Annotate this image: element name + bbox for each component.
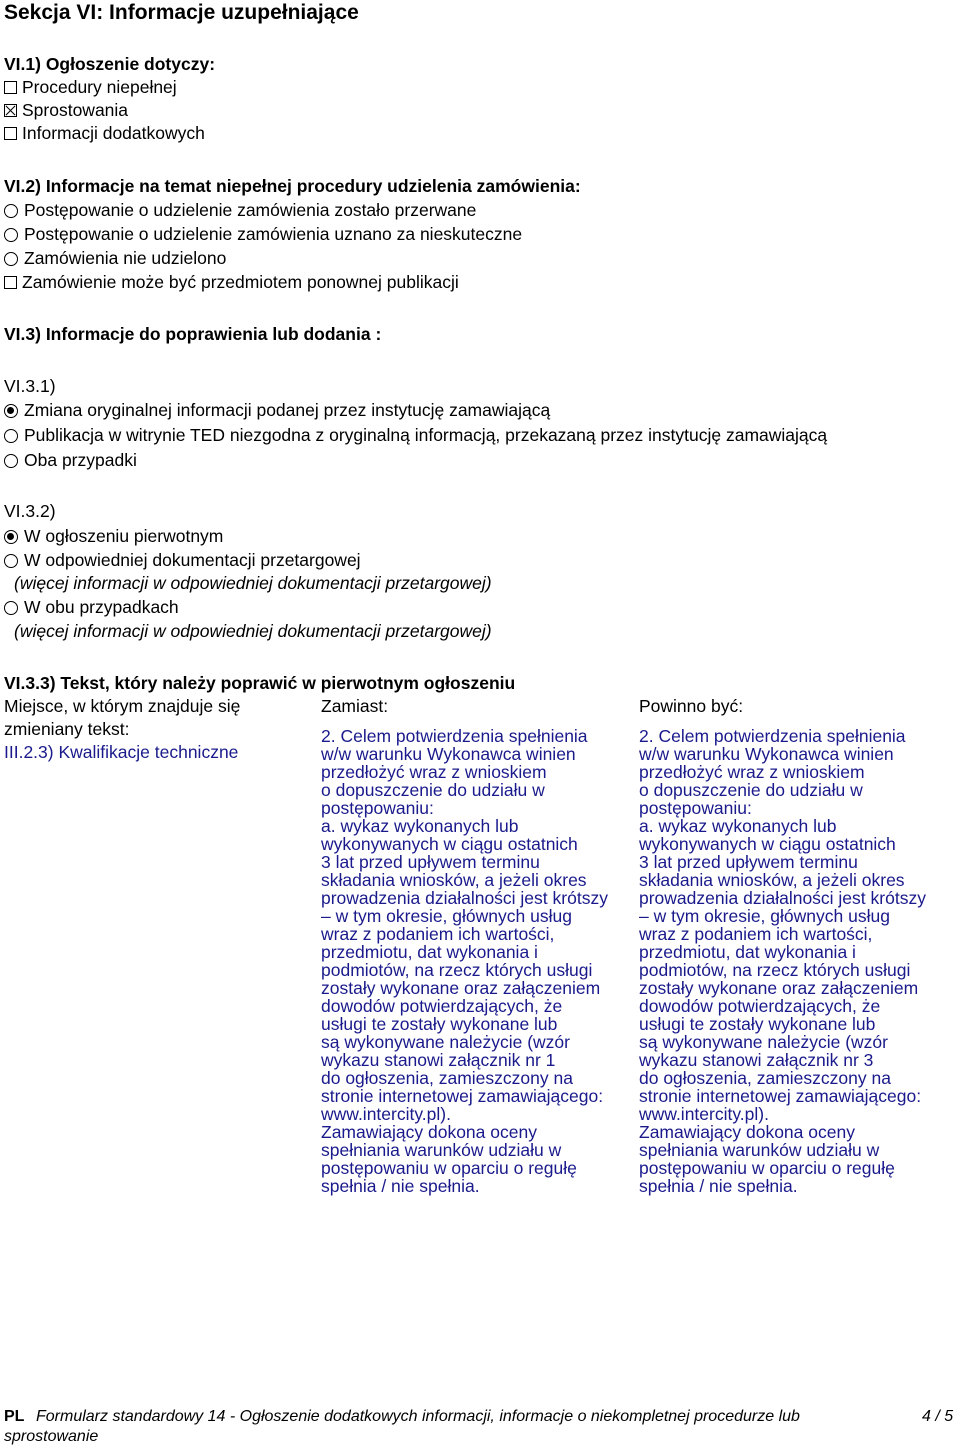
footer-lang-code: PL: [4, 1408, 25, 1425]
option-label: Zamówienia nie udzielono: [24, 248, 227, 268]
option-label: Postępowanie o udzielenie zamówienia zostało przerwane: [24, 200, 477, 220]
option-label: Postępowanie o udzielenie zamówienia uznano za nieskuteczne: [24, 224, 523, 244]
text-line: prowadzenia działalności jest krótszy: [321, 888, 608, 908]
vi2-option-nie-udzielono: [4, 247, 226, 270]
option-label: Publikacja w witrynie TED niezgodna z oryginalną informacją, przekazaną przez instytucję zamawiającą: [24, 425, 828, 445]
radio-unchecked-icon: [4, 252, 18, 266]
radio-unchecked-icon: [4, 429, 18, 443]
vi31-option-publikacja: [4, 424, 827, 447]
text-line: 2. Celem potwierdzenia spełnienia: [639, 726, 906, 746]
text-line: postępowaniu w oparciu o regułę: [639, 1158, 895, 1178]
vi31-heading: VI.3.1): [4, 376, 56, 396]
text-line: prowadzenia działalności jest krótszy: [639, 888, 926, 908]
text-line: wykonywanych w ciągu ostatnich: [321, 834, 578, 854]
option-label: Informacji dodatkowych: [22, 123, 205, 143]
footer-lang: [4, 1407, 24, 1427]
text-line: www.intercity.pl).: [321, 1104, 451, 1124]
text-line: – w tym okresie, głównych usług: [321, 906, 572, 926]
text-line: dowodów potwierdzających, że: [321, 996, 563, 1016]
vi2-checkbox-ponownej-publikacji: [4, 271, 459, 294]
text-line: 2. Celem potwierdzenia spełnienia: [321, 726, 588, 746]
vi31-option-zmiana: [4, 399, 550, 422]
vi32-option-obu: [4, 596, 179, 619]
vi1-option-sprostowania: [4, 99, 128, 122]
footer-page-number: 4 / 5: [922, 1408, 954, 1425]
radio-checked-icon: [4, 404, 18, 418]
vi32-note-obu: (więcej informacji w odpowiedniej dokumentacji przetargowej): [14, 621, 492, 641]
checkbox-unchecked-icon: [4, 276, 17, 289]
radio-unchecked-icon: [4, 554, 18, 568]
text-line: a. wykaz wykonanych lub: [321, 816, 519, 836]
radio-unchecked-icon: [4, 204, 18, 218]
should-text-block: [639, 727, 926, 1195]
option-label: Oba przypadki: [24, 450, 137, 470]
col-place-label-1: Miejsce, w którym znajduje się: [4, 696, 241, 716]
option-label: Sprostowania: [22, 100, 129, 120]
option-label: Zmiana oryginalnej informacji podanej przez instytucję zamawiającą: [24, 400, 551, 420]
vi31-option-oba: [4, 449, 137, 472]
vi32-note-dokumentacja: (więcej informacji w odpowiedniej dokumentacji przetargowej): [14, 573, 492, 593]
text-line: wraz z podaniem ich wartości,: [321, 924, 555, 944]
text-line: o dopuszczenie do udziału w: [321, 780, 545, 800]
checkbox-unchecked-icon: [4, 81, 17, 94]
vi2-heading: VI.2) Informacje na temat niepełnej procedury udzielenia zamówienia:: [4, 176, 581, 196]
text-line: przedłożyć wraz z wnioskiem: [639, 762, 865, 782]
text-line: przedmiotu, dat wykonania i: [639, 942, 856, 962]
text-line: wykonywanych w ciągu ostatnich: [639, 834, 896, 854]
text-line: w/w warunku Wykonawca winien: [639, 744, 894, 764]
vi2-option-nieskuteczne: [4, 223, 522, 246]
checkbox-checked-icon: [4, 104, 17, 117]
text-line: przedmiotu, dat wykonania i: [321, 942, 538, 962]
text-line: usługi te zostały wykonane lub: [639, 1014, 876, 1034]
text-line: podmiotów, na rzecz których usługi: [639, 960, 911, 980]
text-line: 3 lat przed upływem terminu: [321, 852, 540, 872]
footer-form-title-2: sprostowanie: [4, 1428, 99, 1445]
col-should-label: Powinno być:: [639, 696, 744, 716]
col-place-label-2: zmieniany tekst:: [4, 719, 130, 739]
text-line: postępowaniu w oparciu o regułę: [321, 1158, 577, 1178]
text-line: – w tym okresie, głównych usług: [639, 906, 890, 926]
text-line: o dopuszczenie do udziału w: [639, 780, 863, 800]
text-line: wykazu stanowi załącznik nr 1: [321, 1050, 556, 1070]
radio-checked-icon: [4, 530, 18, 544]
text-line: do ogłoszenia, zamieszczony na: [321, 1068, 573, 1088]
option-label: Procedury niepełnej: [22, 77, 177, 97]
vi2-option-przerwane: [4, 199, 476, 222]
vi1-heading: VI.1) Ogłoszenie dotyczy:: [4, 54, 216, 74]
option-label: W ogłoszeniu pierwotnym: [24, 526, 224, 546]
text-line: spełniania warunków udziału w: [639, 1140, 880, 1160]
text-line: postępowaniu:: [639, 798, 752, 818]
text-line: spełnia / nie spełnia.: [639, 1176, 798, 1196]
col-instead-label: Zamiast:: [321, 696, 389, 716]
section-title: Sekcja VI: Informacje uzupełniające: [4, 1, 359, 24]
footer-form-title: Formularz standardowy 14 - Ogłoszenie dodatkowych informacji, informacje o niekompletnej procedurze lub: [36, 1408, 800, 1425]
text-line: wykazu stanowi załącznik nr 3: [639, 1050, 874, 1070]
vi32-option-dokumentacja: [4, 549, 361, 572]
text-line: przedłożyć wraz z wnioskiem: [321, 762, 547, 782]
text-line: są wykonywane należycie (wzór: [639, 1032, 888, 1052]
vi33-heading: VI.3.3) Tekst, który należy poprawić w pierwotnym ogłoszeniu: [4, 673, 516, 693]
text-line: Zamawiający dokona oceny: [321, 1122, 537, 1142]
text-line: stronie internetowej zamawiającego:: [321, 1086, 604, 1106]
text-line: zostały wykonane oraz załączeniem: [639, 978, 919, 998]
text-line: www.intercity.pl).: [639, 1104, 769, 1124]
text-line: usługi te zostały wykonane lub: [321, 1014, 558, 1034]
text-line: stronie internetowej zamawiającego:: [639, 1086, 922, 1106]
option-label: W obu przypadkach: [24, 597, 179, 617]
text-line: spełniania warunków udziału w: [321, 1140, 562, 1160]
col-place-value: III.2.3) Kwalifikacje techniczne: [4, 742, 239, 762]
radio-unchecked-icon: [4, 601, 18, 615]
instead-text-block: [321, 727, 608, 1195]
vi32-heading: VI.3.2): [4, 501, 56, 521]
vi1-option-procedury: [4, 76, 177, 99]
text-line: w/w warunku Wykonawca winien: [321, 744, 576, 764]
text-line: składania wniosków, a jeżeli okres: [639, 870, 905, 890]
text-line: zostały wykonane oraz załączeniem: [321, 978, 601, 998]
text-line: 3 lat przed upływem terminu: [639, 852, 858, 872]
vi3-heading: VI.3) Informacje do poprawienia lub dodania :: [4, 324, 382, 344]
option-label: W odpowiedniej dokumentacji przetargowej: [24, 550, 361, 570]
text-line: dowodów potwierdzających, że: [639, 996, 881, 1016]
checkbox-unchecked-icon: [4, 127, 17, 140]
text-line: Zamawiający dokona oceny: [639, 1122, 855, 1142]
text-line: spełnia / nie spełnia.: [321, 1176, 480, 1196]
text-line: składania wniosków, a jeżeli okres: [321, 870, 587, 890]
vi32-option-ogloszenie: [4, 525, 223, 548]
text-line: postępowaniu:: [321, 798, 434, 818]
radio-unchecked-icon: [4, 228, 18, 242]
text-line: do ogłoszenia, zamieszczony na: [639, 1068, 891, 1088]
vi1-option-informacji: [4, 122, 205, 145]
option-label: Zamówienie może być przedmiotem ponownej publikacji: [22, 272, 459, 292]
text-line: są wykonywane należycie (wzór: [321, 1032, 570, 1052]
text-line: a. wykaz wykonanych lub: [639, 816, 837, 836]
radio-unchecked-icon: [4, 454, 18, 468]
text-line: wraz z podaniem ich wartości,: [639, 924, 873, 944]
text-line: podmiotów, na rzecz których usługi: [321, 960, 593, 980]
